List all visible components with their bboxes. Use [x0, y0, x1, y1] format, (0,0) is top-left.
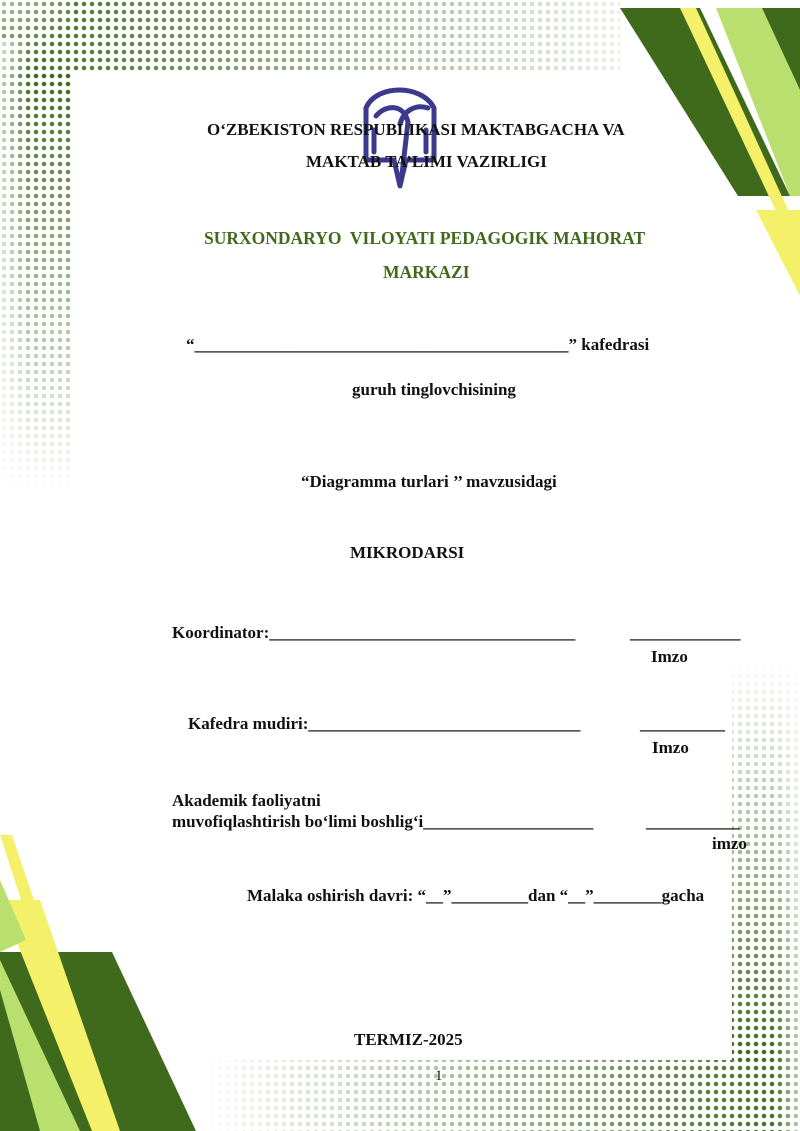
center-title-line2: MARKAZI	[383, 262, 470, 282]
head-of-department-label: Kafedra mudiri:________________________________	[188, 714, 581, 733]
stripes-top-right	[620, 8, 800, 296]
center-title-line1: SURXONDARYO VILOYATI PEDAGOGIK MAHORAT	[204, 228, 646, 248]
coordinator-signature-label: Imzo	[651, 647, 688, 666]
group-line: guruh tinglovchisining	[352, 380, 516, 399]
ministry-title-line2: MAKTAB TA’LIMI VAZIRLIGI	[306, 152, 547, 171]
coordinator-signature-line: _____________	[630, 623, 741, 642]
department-line: “____________________________________________” kafedrasi	[186, 335, 650, 354]
topic-line: “Diagramma turlari ’’ mavzusidagi	[301, 472, 557, 491]
page-number: 1	[435, 1068, 443, 1084]
academic-signature-label: imzo	[712, 834, 747, 853]
stripes-bottom-left	[0, 835, 196, 1131]
head-of-department-signature-label: Imzo	[652, 738, 689, 757]
coordinator-label: Koordinator:____________________________________	[172, 623, 576, 642]
document-type: MIKRODARSI	[350, 543, 465, 562]
head-of-department-signature-line: __________	[640, 714, 725, 733]
academic-signature-line: ___________	[646, 812, 740, 831]
academic-label-line2: muvofiqlashtirish bo‘limi boshlig‘i____________________	[172, 812, 594, 831]
academic-label-line1: Akademik faoliyatni	[172, 791, 321, 810]
training-period: Malaka oshirish davri: “__”_________dan “__”________gacha	[247, 886, 705, 905]
city-year: TERMIZ-2025	[354, 1030, 463, 1049]
ministry-title-line1: O‘ZBEKISTON RESPUBLIKASI MAKTABGACHA VA	[207, 120, 625, 139]
